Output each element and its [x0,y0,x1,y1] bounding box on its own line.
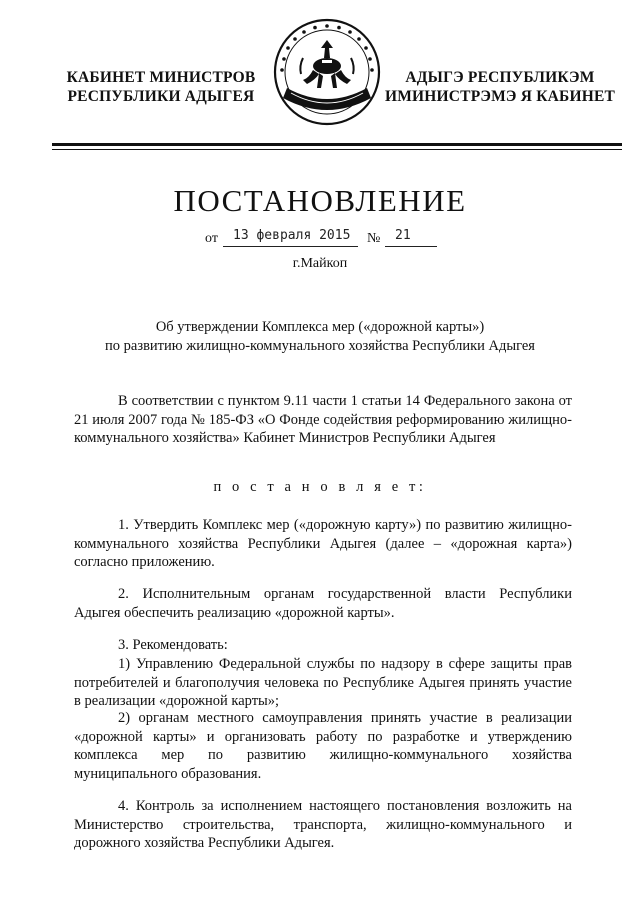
header-divider-thick [52,143,622,146]
document-number: 21 [395,228,411,243]
date-underline [223,246,358,247]
item-3-heading: 3. Рекомендовать: [118,637,228,653]
item-2-paragraph: 2. Исполнительным органам государственной власти Республики Адыгея обеспечить реализацию «дорожной карты». [74,586,572,621]
date-number-line [205,227,445,249]
header-left-line1: КАБИНЕТ МИНИСТРОВ [66,69,256,86]
number-underline [385,246,437,247]
header-right-line2: ИМИНИСТРЭМЭ Я КАБИНЕТ [384,88,616,105]
number-label: № [367,231,381,246]
header-right-line1: АДЫГЭ РЕСПУБЛИКЭМ [405,69,595,86]
item-3-subitem-1: 1) Управлению Федеральной службы по надзору в сфере защиты прав потребителей и благополучия человека по Республике Адыгея принять участие в реализации «дорожной карты»; [74,656,572,709]
header-right-org [380,68,620,106]
preamble-paragraph: В соответствии с пунктом 9.11 части 1 статьи 14 Федерального закона от 21 июля 2007 года № 185-ФЗ «О Фонде содействия реформированию жилищно-коммунального хозяйства» Кабинет Министров Республики Адыгея [74,393,572,446]
document-subject [80,318,560,356]
subject-line1: Об утверждении Комплекса мер («дорожной карты») [155,319,485,335]
document-title: ПОСТАНОВЛЕНИЕ [173,183,467,218]
republic-of-adygea-coat-of-arms-icon [273,18,381,126]
item-3-subitem-2: 2) органам местного самоуправления принять участие в реализации «дорожной карты» и организовать работу по разработке и утверждению комплекса мер по развитию жилищно-коммунального хозяйства муниципального образования. [74,710,572,782]
item-1-paragraph: 1. Утвердить Комплекс мер («дорожную карту») по развитию жилищно-коммунального хозяйства Республики Адыгея (далее – «дорожная карта») согласно приложению. [74,517,572,570]
document-date: 13 февраля 2015 [233,228,351,243]
header-left-line2: РЕСПУБЛИКИ АДЫГЕЯ [67,88,255,105]
decree-word: п о с т а н о в л я е т: [213,479,427,495]
date-from-label: от [205,231,218,246]
city-name: г.Майкоп [292,256,348,271]
subject-line2: по развитию жилищно-коммунального хозяйства Республики Адыгея [105,338,535,354]
header-divider-thin [52,149,622,150]
header-left-org [56,68,266,106]
item-4-paragraph: 4. Контроль за исполнением настоящего постановления возложить на Министерство строительства, транспорта, жилищно-коммунального и дорожного хозяйства Республики Адыгея. [74,798,572,851]
